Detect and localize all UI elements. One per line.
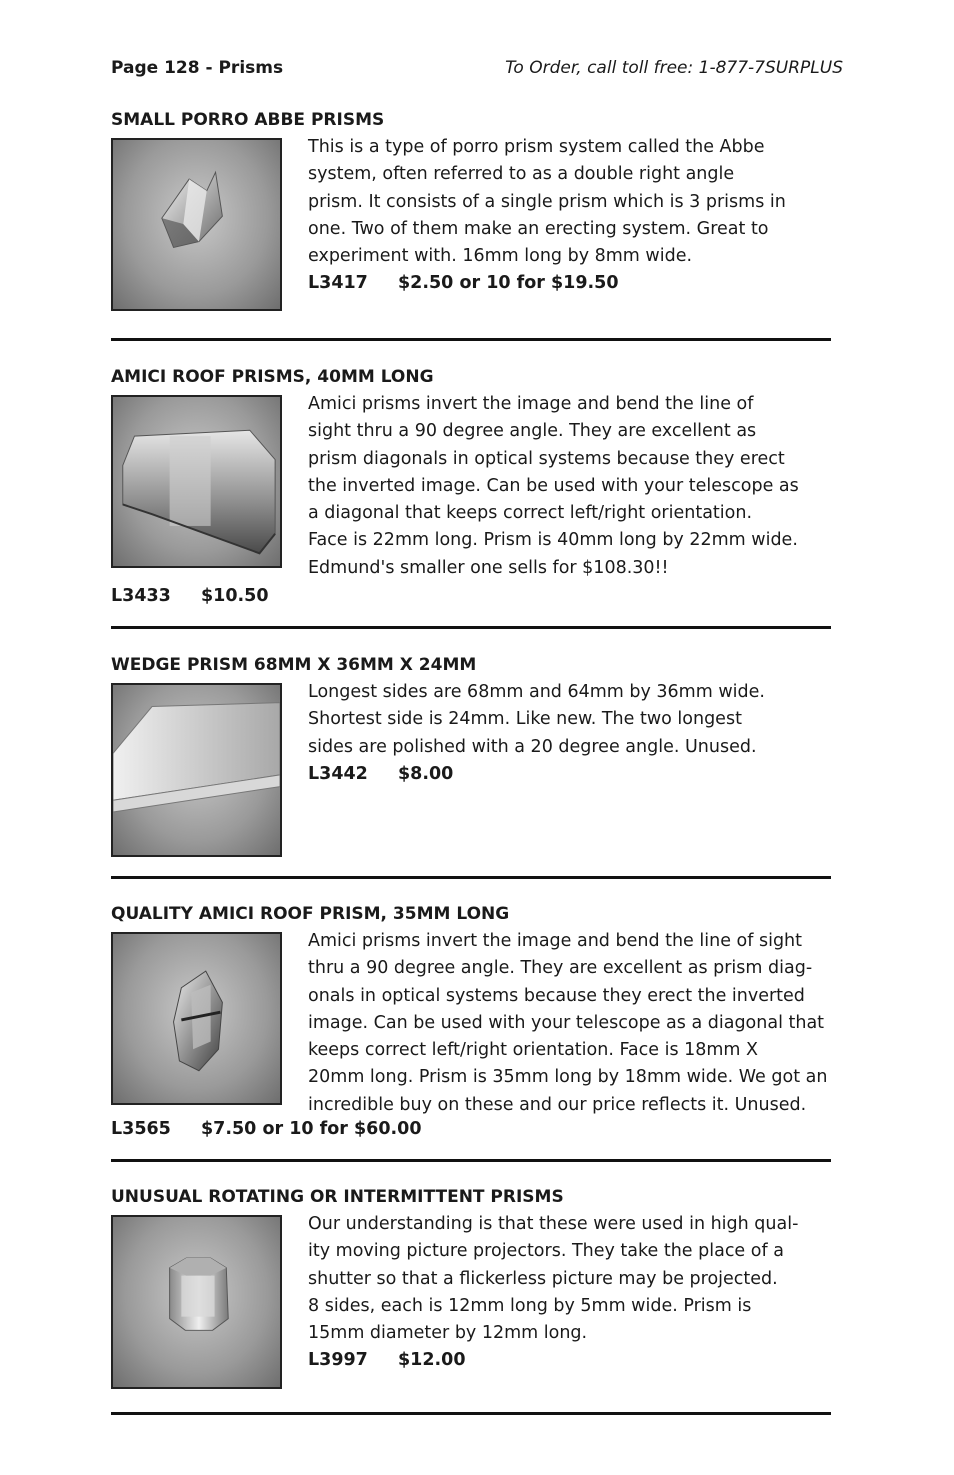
price-line (111, 1119, 422, 1139)
prism-photo-graphic (113, 934, 280, 1103)
description-line: prism. It consists of a single prism which is 3 prisms in (308, 191, 786, 212)
page-label: Page 128 - Prisms (111, 58, 284, 78)
description-line: ity moving picture projectors. They take the place of a (308, 1241, 784, 1262)
prism-photo-graphic (113, 1217, 280, 1387)
description-line: a diagonal that keeps correct left/right orientation. (308, 503, 753, 524)
description-line: Amici prisms invert the image and bend the line of sight (308, 931, 803, 951)
product-description (308, 679, 848, 788)
description-line: one. Two of them make an erecting system. Great to (308, 218, 769, 239)
description-line: Our understanding is that these were used in high qual- (308, 1214, 799, 1234)
product-rotating-prisms (111, 1187, 843, 1392)
product-price: $12.00 (398, 1350, 466, 1371)
product-sku: L3997 (308, 1350, 368, 1371)
description-line: experiment with. 16mm long by 8mm wide. (308, 246, 693, 267)
product-description (308, 134, 848, 298)
product-title: UNUSUAL ROTATING OR INTERMITTENT PRISMS (111, 1187, 564, 1207)
description-line: onals in optical systems because they erect the inverted (308, 985, 805, 1006)
product-photo (111, 138, 282, 311)
description-line: thru a 90 degree angle. They are excellent as prism diag- (308, 958, 813, 979)
description-line: system, often referred to as a double right angle (308, 164, 735, 185)
description-line: Amici prisms invert the image and bend the line of (308, 394, 754, 414)
description-line: This is a type of porro prism system called the Abbe (308, 137, 765, 157)
product-sku: L3442 (308, 763, 368, 784)
section-divider (111, 876, 831, 879)
price-line (111, 586, 269, 606)
product-title: WEDGE PRISM 68MM X 36MM X 24MM (111, 655, 477, 675)
product-description (308, 1211, 848, 1375)
product-small-porro-abbe (111, 110, 843, 315)
description-line: 8 sides, each is 12mm long by 5mm wide. Prism is (308, 1295, 752, 1316)
product-price: $8.00 (398, 763, 454, 784)
description-line: the inverted image. Can be used with your telescope as (308, 475, 799, 496)
product-sku: L3565 (111, 1119, 171, 1139)
product-title: AMICI ROOF PRISMS, 40MM LONG (111, 367, 434, 387)
price-line (308, 1347, 848, 1374)
product-photo (111, 395, 282, 568)
description-line: sides are polished with a 20 degree angle. Unused. (308, 736, 757, 757)
product-wedge-prism (111, 655, 843, 860)
section-divider (111, 338, 831, 341)
product-photo (111, 683, 282, 857)
prism-photo-graphic (113, 140, 280, 309)
product-price: $2.50 or 10 for $19.50 (398, 273, 619, 294)
section-divider (111, 1412, 831, 1415)
product-description (308, 928, 848, 1119)
product-photo (111, 1215, 282, 1389)
description-line: shutter so that a flickerless picture may be projected. (308, 1268, 778, 1289)
product-sku: L3417 (308, 273, 368, 294)
product-quality-amici-35mm (111, 904, 843, 1154)
description-line: 20mm long. Prism is 35mm long by 18mm wide. We got an (308, 1067, 828, 1088)
page-header (111, 58, 843, 82)
description-line: Edmund's smaller one sells for $108.30!! (308, 557, 669, 578)
price-line (308, 270, 848, 297)
description-line: sight thru a 90 degree angle. They are excellent as (308, 421, 757, 442)
product-title: QUALITY AMICI ROOF PRISM, 35MM LONG (111, 904, 510, 924)
prism-photo-graphic (113, 397, 280, 566)
prism-photo-graphic (113, 685, 280, 855)
description-line: Shortest side is 24mm. Like new. The two longest (308, 709, 742, 730)
description-line: image. Can be used with your telescope as a diagonal that (308, 1012, 825, 1033)
product-price: $7.50 or 10 for $60.00 (201, 1119, 422, 1139)
description-line: keeps correct left/right orientation. Face is 18mm X (308, 1040, 759, 1061)
description-line: 15mm diameter by 12mm long. (308, 1323, 588, 1344)
description-line: prism diagonals in optical systems because they erect (308, 448, 785, 469)
section-divider (111, 1159, 831, 1162)
product-description (308, 391, 848, 582)
section-divider (111, 626, 831, 629)
product-price: $10.50 (201, 586, 269, 606)
order-phone-line: To Order, call toll free: 1-877-7SURPLUS (505, 58, 843, 78)
description-line: Longest sides are 68mm and 64mm by 36mm wide. (308, 682, 765, 702)
product-photo (111, 932, 282, 1105)
price-line (308, 761, 848, 788)
description-line: incredible buy on these and our price reflects it. Unused. (308, 1094, 807, 1115)
description-line: Face is 22mm long. Prism is 40mm long by 22mm wide. (308, 530, 798, 551)
product-sku: L3433 (111, 586, 171, 606)
product-title: SMALL PORRO ABBE PRISMS (111, 110, 385, 130)
product-amici-roof-40mm (111, 367, 843, 617)
